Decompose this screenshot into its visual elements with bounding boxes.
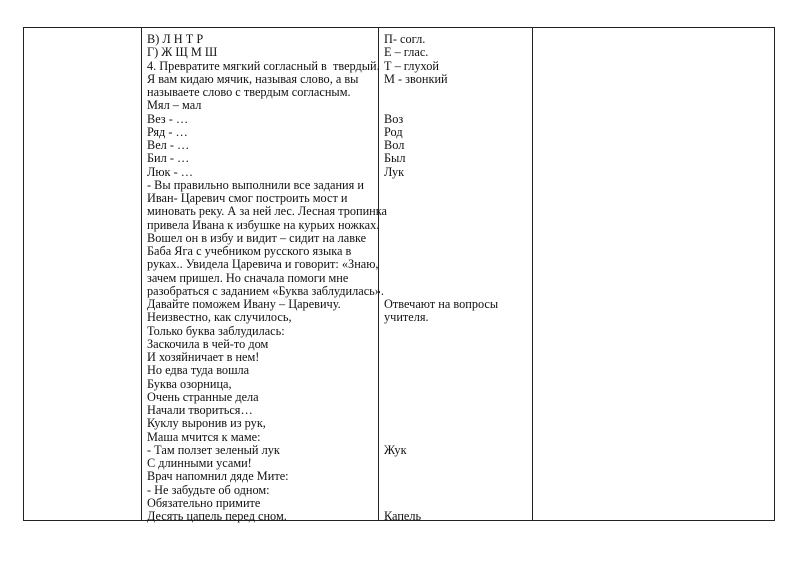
teacher-activity-cell [147, 33, 387, 523]
teacher-text-line: Баба Яга с учебником русского языка в [147, 244, 352, 258]
teacher-text-line: Бил - … [147, 151, 190, 166]
student-text-line [384, 245, 498, 258]
column-divider [141, 28, 142, 520]
student-text-line: Т – глухой [384, 58, 439, 73]
teacher-text-line: Вел - … [147, 138, 190, 152]
teacher-text-line: руках.. Увидела Царевича и говорит: «Знаю, [147, 257, 379, 272]
student-text-line [384, 364, 498, 377]
teacher-text-line: - Не забудьте об одном: [147, 482, 270, 497]
teacher-text-line: - Там ползет зеленый лук [147, 442, 280, 457]
teacher-text-line: Буква озорница, [147, 376, 232, 391]
student-text-line [384, 258, 498, 271]
student-text-line [384, 272, 498, 285]
teacher-text-line: Врач напомнил дяде Мите: [147, 469, 289, 484]
student-text-line [384, 99, 498, 112]
teacher-text-line: Мял – мал [147, 98, 202, 113]
student-text-line [384, 391, 498, 404]
student-text-line [384, 378, 498, 391]
student-text-line: Капель [384, 509, 422, 523]
student-text-line [384, 417, 498, 430]
teacher-text-line: - Вы правильно выполнили все задания и [147, 177, 364, 192]
student-text-line: М - звонкий [384, 71, 448, 86]
teacher-text-line: Люк - … [147, 164, 194, 179]
teacher-text-line: Ряд - … [147, 124, 188, 139]
student-text-line [384, 404, 498, 417]
student-text-line [384, 232, 498, 245]
teacher-text-line: Десять цапель перед сном. [147, 509, 287, 523]
teacher-text-line: И хозяйничает в нем! [147, 350, 260, 364]
student-activity-cell [384, 33, 498, 523]
teacher-text-line: Начали твориться… [147, 403, 253, 417]
student-text-line [384, 179, 498, 192]
teacher-text-line: Обязательно примите [147, 495, 261, 510]
student-text-line [384, 325, 498, 338]
teacher-text-line: Только буква заблудилась: [147, 323, 285, 338]
student-text-line: П- согл. [384, 32, 426, 46]
student-text-line [384, 205, 498, 218]
student-text-line: Лук [384, 164, 405, 179]
student-text-line [384, 497, 498, 510]
teacher-text-line: Иван- Царевич смог построить мост и [147, 191, 348, 205]
student-text-line: Был [384, 151, 406, 166]
teacher-text-line: миновать реку. А за ней лес. Лесная тропинка [147, 204, 388, 219]
student-text-line: Род [384, 124, 403, 139]
lesson-table [23, 27, 775, 521]
teacher-text-line: Г) Ж Щ М Ш [147, 45, 218, 60]
student-text-line: учителя. [384, 310, 429, 325]
teacher-text-line: Очень странные дела [147, 389, 259, 404]
student-text-line: Вол [384, 138, 405, 152]
teacher-text-line: Куклу выронив из рук, [147, 416, 266, 431]
teacher-text-line: Заскочила в чей-то дом [147, 336, 269, 351]
teacher-text-line: Я вам кидаю мячик, называя слово, а вы [147, 71, 359, 86]
teacher-text-line: называете слово с твердым согласным. [147, 85, 351, 99]
teacher-text-line: Давайте поможем Ивану – Царевичу. [147, 297, 341, 311]
teacher-text-line: Но едва туда вошла [147, 363, 250, 378]
student-text-line [384, 431, 498, 444]
teacher-text-line: зачем пришел. Но сначала помоги мне [147, 270, 349, 285]
student-text-line [384, 470, 498, 483]
student-text-line [384, 484, 498, 497]
teacher-text-line: разобраться с заданием «Буква заблудилась». [147, 283, 384, 298]
student-text-line: Отвечают на вопросы [384, 297, 499, 311]
student-text-line [384, 285, 498, 298]
student-text-line: Жук [384, 442, 407, 457]
teacher-text-line: Вошел он в избу и видит – сидит на лавке [147, 230, 367, 245]
teacher-text-line: Неизвестно, как случилось, [147, 310, 292, 325]
student-text-line: Е – глас. [384, 45, 429, 60]
student-text-line [384, 86, 498, 99]
student-text-line [384, 219, 498, 232]
student-text-line: Воз [384, 111, 404, 126]
student-text-line [384, 192, 498, 205]
teacher-text-line: 4. Превратите мягкий согласный в твердый. [147, 58, 380, 73]
teacher-text-line: Вез - … [147, 111, 189, 126]
student-text-line [384, 351, 498, 364]
teacher-text-line: Маша мчится к маме: [147, 429, 261, 444]
student-text-line [384, 338, 498, 351]
student-text-line [384, 457, 498, 470]
teacher-text-line: привела Ивана к избушке на курьих ножках. [147, 217, 380, 232]
teacher-text-line: С длинными усами! [147, 456, 252, 470]
teacher-text-line: В) Л Н Т Р [147, 32, 204, 46]
column-divider [532, 28, 533, 520]
